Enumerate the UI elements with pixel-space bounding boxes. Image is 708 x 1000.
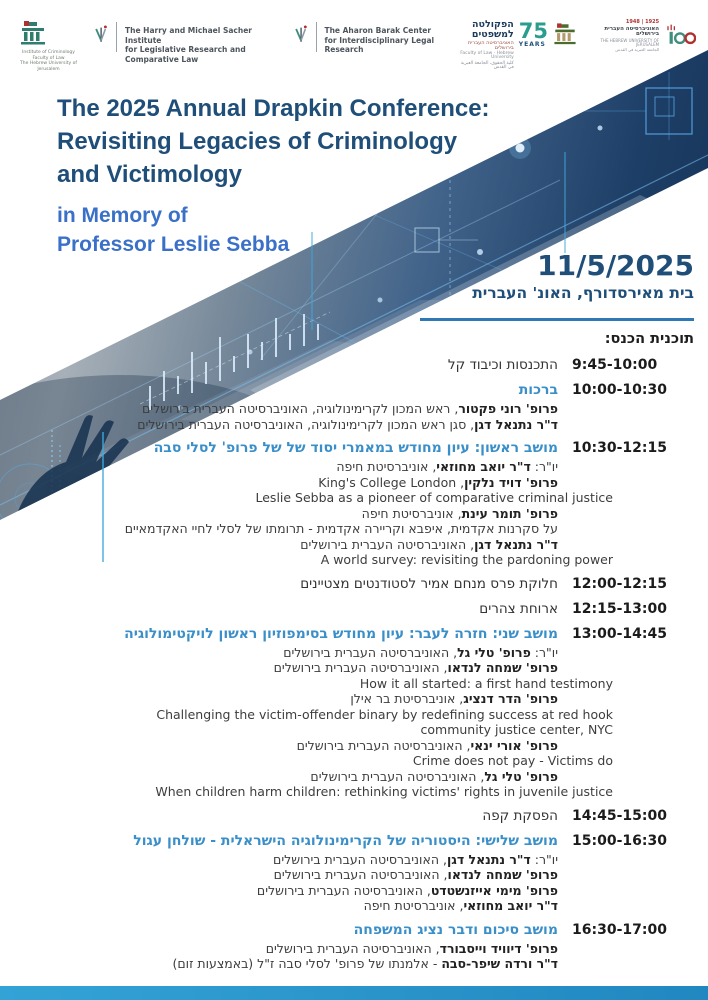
barak-center-logo (294, 20, 444, 55)
speaker-name: פרופ' רוני פקטור (458, 401, 558, 416)
title-line-2: Revisiting Legacies of Criminology (57, 128, 458, 155)
title-line-3: and Victimology (57, 161, 242, 188)
speaker-name: פרופ' טלי גל (457, 644, 531, 660)
speaker-line (88, 401, 558, 417)
speaker-line (88, 506, 558, 522)
session-time: 14:45-15:00 (572, 807, 667, 824)
speaker-line (88, 738, 558, 754)
session-content (88, 601, 558, 618)
session-content (88, 625, 613, 800)
schedule-row (6, 601, 680, 618)
memorial-line-1: in Memory of (57, 204, 188, 227)
speaker-name: ד"ר נתנאל דגן (474, 416, 558, 432)
law-faculty-75-logo (457, 20, 580, 71)
description-line: על סקרנות אקדמית, איפבא וקריירה אקדמית - תרומתו של לסלי לחיי האקדמאיים (124, 521, 558, 536)
session-title: מושב ראשון: עיון מחודש במאמרי יסוד של של פרופ' לסלי סבה (153, 440, 558, 456)
speaker-affiliation: , האוניברסיטה העברית בירושלים (273, 660, 448, 675)
session-time: 9:45-10:00 (572, 357, 658, 373)
criminology-caption-1: Institute of Criminology (22, 50, 75, 55)
speaker-affiliation: , האוניברסיטה העברית בירושלים (300, 536, 475, 552)
speaker-affiliation: , האוניברסיטה העברית בירושלים (273, 867, 448, 882)
session-title: התכנסות וכיבוד קל (447, 357, 558, 373)
criminology-institute-logo (16, 20, 81, 72)
speaker-line (88, 475, 558, 491)
speaker-name: ד"ר יואב מחוזאי (436, 459, 531, 474)
schedule-rows (6, 357, 680, 980)
sacher-institute-logo (94, 20, 281, 64)
session-content (88, 576, 558, 593)
schedule-row (6, 808, 680, 825)
barak-line-1: The Aharon Barak Center (324, 26, 432, 35)
speaker-name: פרופ' אורי ינאי (470, 737, 558, 753)
sacher-line-1: The Harry and Michael Sacher Institute (125, 26, 252, 45)
speaker-line (88, 417, 558, 433)
huji-centennial-logo (593, 20, 696, 52)
session-content (88, 833, 558, 914)
session-title: ארוחת צהרים (479, 600, 558, 617)
session-time: 12:15-13:00 (572, 600, 667, 617)
english-line: How it all started: a first hand testimony (359, 675, 613, 691)
session-title: ברכות (518, 382, 558, 398)
speaker-affiliation: , אוניברסיטת חיפה (361, 505, 462, 521)
speaker-affiliation: , האוניברסיטה העברית בירושלים (283, 644, 458, 660)
75-years-number: 75 (518, 19, 549, 43)
speaker-affiliation: , King's College London (318, 474, 465, 490)
75-years-word: YEARS (518, 41, 546, 48)
speaker-name: פרופ' טלי גל (484, 768, 558, 784)
chair-prefix: יו"ר: (530, 644, 558, 660)
session-title: מושב סיכום ודבר נציג המשפחה (353, 921, 558, 938)
faculty-name-hebrew: הפקולטה למשפטים (471, 19, 514, 40)
centennial-years: 1925 | 1948 (625, 19, 660, 25)
sacher-line-2: for Legislative Research and Comparative Law (125, 45, 246, 64)
speaker-name: ד"ר נתנאל דגן (474, 536, 558, 552)
faculty-building-icon (550, 21, 580, 47)
logo-divider (316, 22, 317, 52)
schedule-row (6, 357, 680, 374)
speaker-name: פרופ' שמחה לנדאו (447, 867, 558, 882)
schedule-row (6, 382, 680, 432)
session-title: חלוקת פרס מנחם אמיר לסטודנטים מצטיינים (300, 575, 558, 592)
event-date-block (472, 250, 694, 302)
speaker-line (88, 645, 558, 661)
speaker-line (88, 537, 558, 553)
bottom-accent-bar (0, 986, 708, 1000)
speaker-line (88, 867, 558, 883)
title-line-1: The 2025 Annual Drapkin Conference: (57, 95, 490, 122)
schedule-row (6, 440, 680, 568)
session-title: מושב שלישי: היסטוריה של הקרימינולוגיה הישראלית - שולחן עגול (133, 832, 558, 849)
criminology-building-icon (16, 20, 50, 46)
english-line: Crime does not pay - Victims do (412, 753, 613, 768)
session-title: הפסקת קפה (482, 807, 558, 824)
speaker-name: פרופ' דויד נלקין (464, 474, 558, 490)
speaker-line (88, 898, 558, 914)
speaker-line (88, 691, 558, 707)
speaker-affiliation: , אוניברסיטת בר אילן (350, 691, 464, 706)
speaker-affiliation: , אוניברסיטת חיפה (336, 459, 437, 474)
session-title: מושב שני: חזרה לעבר: עיון מחודש בסימפוזיון ראשון לויקטימולוגיה (124, 625, 558, 642)
criminology-caption-3: The Hebrew University of Jerusalem (20, 61, 77, 72)
event-date: 11/5/2025 (537, 249, 694, 282)
huji-menorah-icon (294, 20, 308, 48)
chair-prefix: יו"ר: (530, 459, 558, 474)
speaker-name: פרופ' שמחה לנדאו (447, 660, 558, 675)
session-time: 12:00-12:15 (572, 575, 667, 592)
faculty-name-arabic: كلية الحقوق، الجامعة العبرية في القدس (460, 60, 514, 70)
session-time: 10:00-10:30 (572, 382, 667, 398)
speaker-name: פרופ' דיוויד וייסבורד (439, 940, 558, 956)
memorial-subtitle (57, 201, 289, 259)
speaker-affiliation: , ראש המכון לקרימינולוגיה, האוניברסיטה העברית בירושלים (142, 401, 459, 416)
program-heading: תוכנית הכנס: (604, 331, 694, 347)
barak-line-2: for Interdisciplinary Legal Research (324, 35, 435, 54)
speaker-affiliation: , אוניברסיטת חיפה (363, 898, 464, 913)
english-line: Challenging the victim-offender binary by redefining success at red hook community justice center, NYC (156, 706, 613, 737)
page-title (57, 92, 490, 191)
session-content (88, 808, 558, 825)
speaker-line (88, 941, 558, 957)
speaker-affiliation: , האוניברסיטה העברית בירושלים (256, 882, 431, 898)
speaker-line (88, 852, 558, 868)
speaker-name: פרופ' מימי אייזנשטדט (430, 882, 558, 898)
speaker-line (88, 459, 558, 475)
speaker-affiliation: - אלמנתו של פרופ' לסלי סבה ז"ל (באמצעות זום) (172, 956, 442, 971)
schedule-row (6, 833, 680, 914)
faculty-university-hebrew: האוניברסיטה העברית בירושלים (468, 39, 514, 51)
logo-strip (16, 20, 696, 72)
english-line: A world survey: revisiting the pardoning power (320, 552, 613, 567)
faculty-name-english: Faculty of Law · Hebrew University (460, 50, 514, 60)
speaker-affiliation: , האוניברסיטה העברית בירושלים (296, 737, 471, 753)
speaker-name: ד"ר ורדה שיפר-סבה (441, 956, 558, 971)
session-content (88, 382, 558, 432)
speaker-affiliation: , האוניברסיטה העברית בירושלים (310, 768, 485, 784)
speaker-line (88, 883, 558, 899)
speaker-affiliation: , סגן ראש המכון לקרימינולוגיה, האוניברסיטה העברית בירושלים (137, 416, 475, 432)
speaker-name: פרופ' הדר דנציג (463, 691, 558, 706)
schedule-row (6, 922, 680, 972)
speaker-affiliation: , האוניברסיטה העברית בירושלים (273, 851, 447, 867)
date-separator-line (420, 318, 694, 321)
schedule-row (6, 626, 680, 800)
speaker-line (88, 769, 558, 785)
memorial-line-2: Professor Leslie Sebba (57, 233, 290, 256)
session-content (88, 922, 558, 972)
centennial-university-hebrew: האוניברסיטה העברית בירושלים (604, 25, 660, 37)
session-content (88, 357, 558, 374)
english-line: Leslie Sebba as a pioneer of comparative criminal justice (255, 490, 613, 505)
speaker-affiliation: , האוניברסיטה העברית בירושלים (265, 940, 440, 956)
speaker-name: ד"ר יואב מחוזאי (463, 898, 558, 913)
session-time: 10:30-12:15 (572, 440, 667, 456)
chair-prefix: יו"ר: (530, 851, 558, 867)
session-content (88, 440, 613, 568)
logo-divider (116, 22, 117, 52)
english-line: When children harm children: rethinking victims' rights in juvenile justice (155, 784, 613, 799)
schedule-row (6, 576, 680, 593)
centennial-university-arabic: الجامعة العبرية في القدس (615, 46, 660, 52)
huji-menorah-icon (94, 20, 108, 48)
session-time: 16:30-17:00 (572, 921, 667, 938)
session-time: 13:00-14:45 (572, 625, 667, 642)
speaker-line (88, 956, 558, 972)
centennial-university-english: THE HEBREW UNIVERSITY OF JERUSALEM (600, 37, 660, 47)
speaker-name: פרופ' תומר עינת (461, 505, 558, 521)
speaker-line (88, 660, 558, 676)
centennial-100-icon (664, 20, 696, 50)
session-time: 15:00-16:30 (572, 832, 667, 849)
criminology-caption-2: Faculty of Law (32, 55, 65, 61)
event-venue: בית מאירסדורף, האונ' העברית (472, 284, 694, 302)
speaker-name: ד"ר נתנאל דגן (446, 851, 531, 867)
